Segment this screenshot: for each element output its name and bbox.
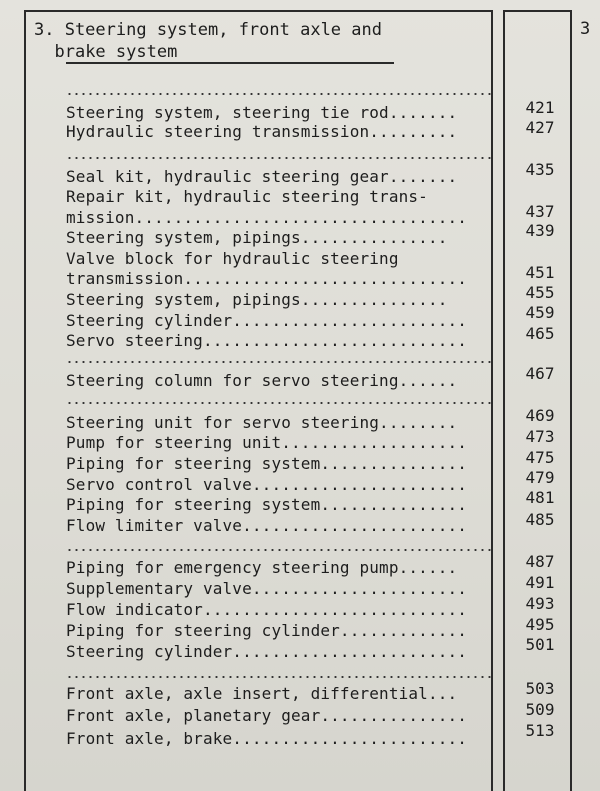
page-number: 485 xyxy=(525,510,555,529)
left-column-border xyxy=(24,10,26,791)
top-border-right xyxy=(503,10,572,12)
page-number: 475 xyxy=(525,448,555,467)
toc-entry-flow-limiter-valve: Flow limiter valve....................... xyxy=(66,516,468,535)
page-number: 479 xyxy=(525,468,555,487)
toc-entry-front-axle-brake: Front axle, brake........................ xyxy=(66,729,468,748)
toc-entry-steering-pipings: Steering system, pipings............... xyxy=(66,228,448,247)
toc-entry-steering-unit: Steering unit for servo steering........ xyxy=(66,413,458,432)
page-number: 435 xyxy=(525,160,555,179)
page-column-border xyxy=(503,10,505,791)
top-border xyxy=(24,10,493,12)
toc-entry-pump-steering-unit: Pump for steering unit................... xyxy=(66,433,468,452)
dot-separator xyxy=(66,92,492,96)
section-title: 3. Steering system, front axle and brake system xyxy=(34,20,382,62)
page-number: 467 xyxy=(525,364,555,383)
toc-entry-flow-indicator: Flow indicator........................... xyxy=(66,600,468,619)
toc-entry-front-axle-differential: Front axle, axle insert, differential... xyxy=(66,684,458,703)
page-number: 503 xyxy=(525,679,555,698)
page-number: 451 xyxy=(525,263,555,282)
toc-entry-repair-kit-cont: mission.................................. xyxy=(66,208,468,227)
right-column-border xyxy=(570,10,572,791)
toc-entry-steering-tie-rod: Steering system, steering tie rod....... xyxy=(66,103,458,122)
toc-entry-valve-block-cont: transmission............................. xyxy=(66,269,468,288)
toc-entry-hydraulic-steering-transmission: Hydraulic steering transmission......... xyxy=(66,122,458,141)
toc-entry-seal-kit: Seal kit, hydraulic steering gear....... xyxy=(66,167,458,186)
page-number: 509 xyxy=(525,700,555,719)
page-number: 459 xyxy=(525,303,555,322)
toc-entry-supplementary-valve: Supplementary valve...................... xyxy=(66,579,468,598)
page-number: 495 xyxy=(525,615,555,634)
dot-separator xyxy=(66,548,492,552)
dot-separator xyxy=(66,360,492,364)
toc-entry-steering-column: Steering column for servo steering...... xyxy=(66,371,458,390)
toc-entry-steering-pipings-2: Steering system, pipings............... xyxy=(66,290,448,309)
toc-entry-steering-cylinder-2: Steering cylinder........................ xyxy=(66,642,468,661)
page-number: 437 xyxy=(525,202,555,221)
toc-entry-piping-steering-system-2: Piping for steering system............... xyxy=(66,495,468,514)
toc-entry-servo-control-valve: Servo control valve...................... xyxy=(66,475,468,494)
title-underline xyxy=(66,62,394,64)
next-column-number: 3 xyxy=(580,19,591,39)
toc-entry-piping-steering-system: Piping for steering system............... xyxy=(66,454,468,473)
page-number: 513 xyxy=(525,721,555,740)
toc-entry-valve-block: Valve block for hydraulic steering xyxy=(66,249,399,268)
dot-separator xyxy=(66,401,492,405)
page-number: 493 xyxy=(525,594,555,613)
page-number: 465 xyxy=(525,324,555,343)
dot-separator xyxy=(66,675,492,679)
toc-entry-front-axle-planetary: Front axle, planetary gear............... xyxy=(66,706,468,725)
toc-entry-piping-emergency-pump: Piping for emergency steering pump...... xyxy=(66,558,458,577)
toc-entry-steering-cylinder: Steering cylinder........................ xyxy=(66,311,468,330)
toc-entry-piping-steering-cylinder: Piping for steering cylinder............. xyxy=(66,621,468,640)
toc-entry-repair-kit: Repair kit, hydraulic steering trans- xyxy=(66,187,428,206)
page-number: 421 xyxy=(525,98,555,117)
page-number: 469 xyxy=(525,406,555,425)
dot-separator xyxy=(66,156,492,160)
page-number: 487 xyxy=(525,552,555,571)
page-number: 427 xyxy=(525,118,555,137)
page-number: 455 xyxy=(525,283,555,302)
page-number: 481 xyxy=(525,488,555,507)
toc-entry-servo-steering: Servo steering........................... xyxy=(66,331,468,350)
page-number: 439 xyxy=(525,221,555,240)
page-number: 473 xyxy=(525,427,555,446)
page-number: 501 xyxy=(525,635,555,654)
page-number: 491 xyxy=(525,573,555,592)
